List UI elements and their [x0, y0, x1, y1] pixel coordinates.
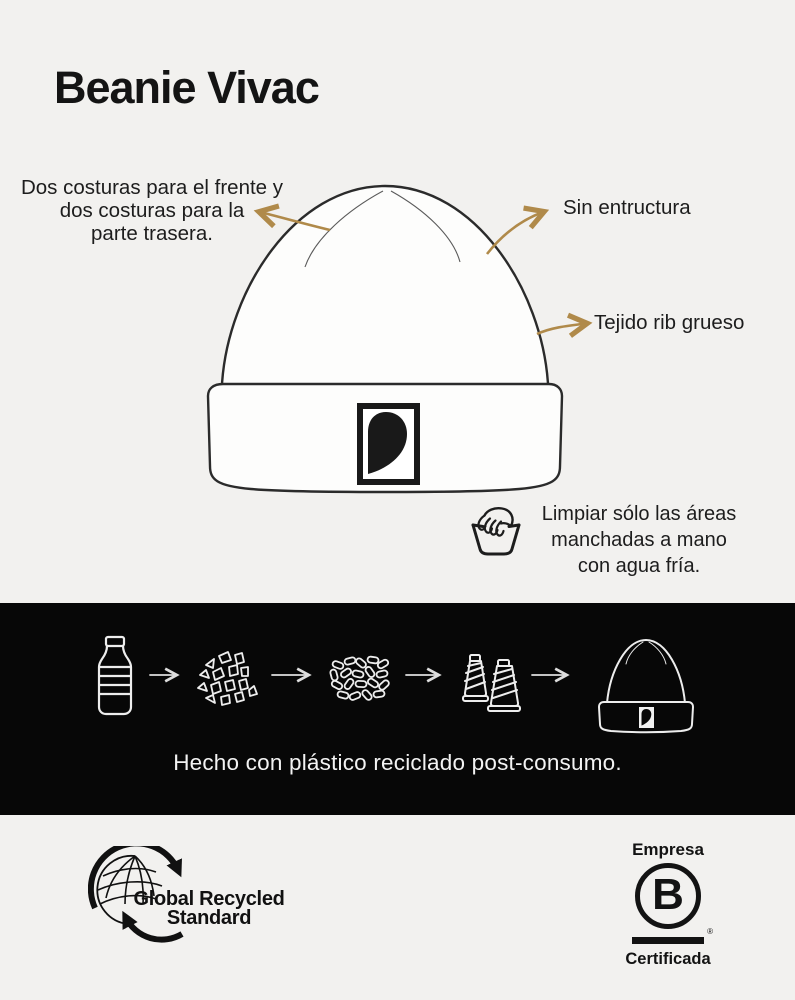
callout-structure: Sin entructura [563, 196, 691, 219]
grs-certification-logo [88, 846, 303, 956]
yarn-cones-icon [463, 655, 520, 711]
grs-logo-text [118, 890, 300, 928]
recycling-process-icons [0, 603, 795, 815]
plastic-pellets-icon [330, 656, 390, 701]
callout-seams-line2: dos costuras para la [59, 199, 245, 222]
structure-arrow [487, 212, 543, 254]
fabric-arrow [537, 324, 586, 335]
care-line1: Limpiar sólo las áreas [541, 503, 737, 525]
care-line3: con agua fría. [577, 555, 701, 577]
grs-line2: Standard [166, 907, 252, 929]
registered-mark: ® [707, 927, 713, 936]
care-line2: manchadas a mano [551, 529, 727, 551]
hand-wash-icon [469, 502, 523, 558]
callout-seams [8, 176, 296, 245]
bcorp-bar [632, 927, 713, 944]
page-title: Beanie Vivac [54, 62, 319, 113]
bcorp-certification-logo [613, 840, 723, 969]
bcorp-bottom-label: Certificada [625, 950, 711, 968]
banner-caption: Hecho con plástico reciclado post-consumo. [173, 750, 622, 775]
plastic-bottle-icon [99, 637, 131, 714]
callout-fabric: Tejido rib grueso [594, 311, 745, 334]
callout-seams-line1: Dos costuras para el frente y [20, 176, 284, 199]
plastic-flakes-icon [198, 652, 257, 705]
care-instructions [532, 501, 746, 579]
bcorp-circle-b-icon [635, 863, 701, 929]
bcorp-letter: B [652, 870, 684, 919]
grs-line1: Global Recycled [133, 888, 285, 910]
recycled-beanie-icon [599, 640, 693, 732]
callout-seams-line3: parte trasera. [91, 222, 213, 245]
bcorp-top-label: Empresa [632, 840, 704, 859]
recycling-process-banner [0, 603, 795, 815]
